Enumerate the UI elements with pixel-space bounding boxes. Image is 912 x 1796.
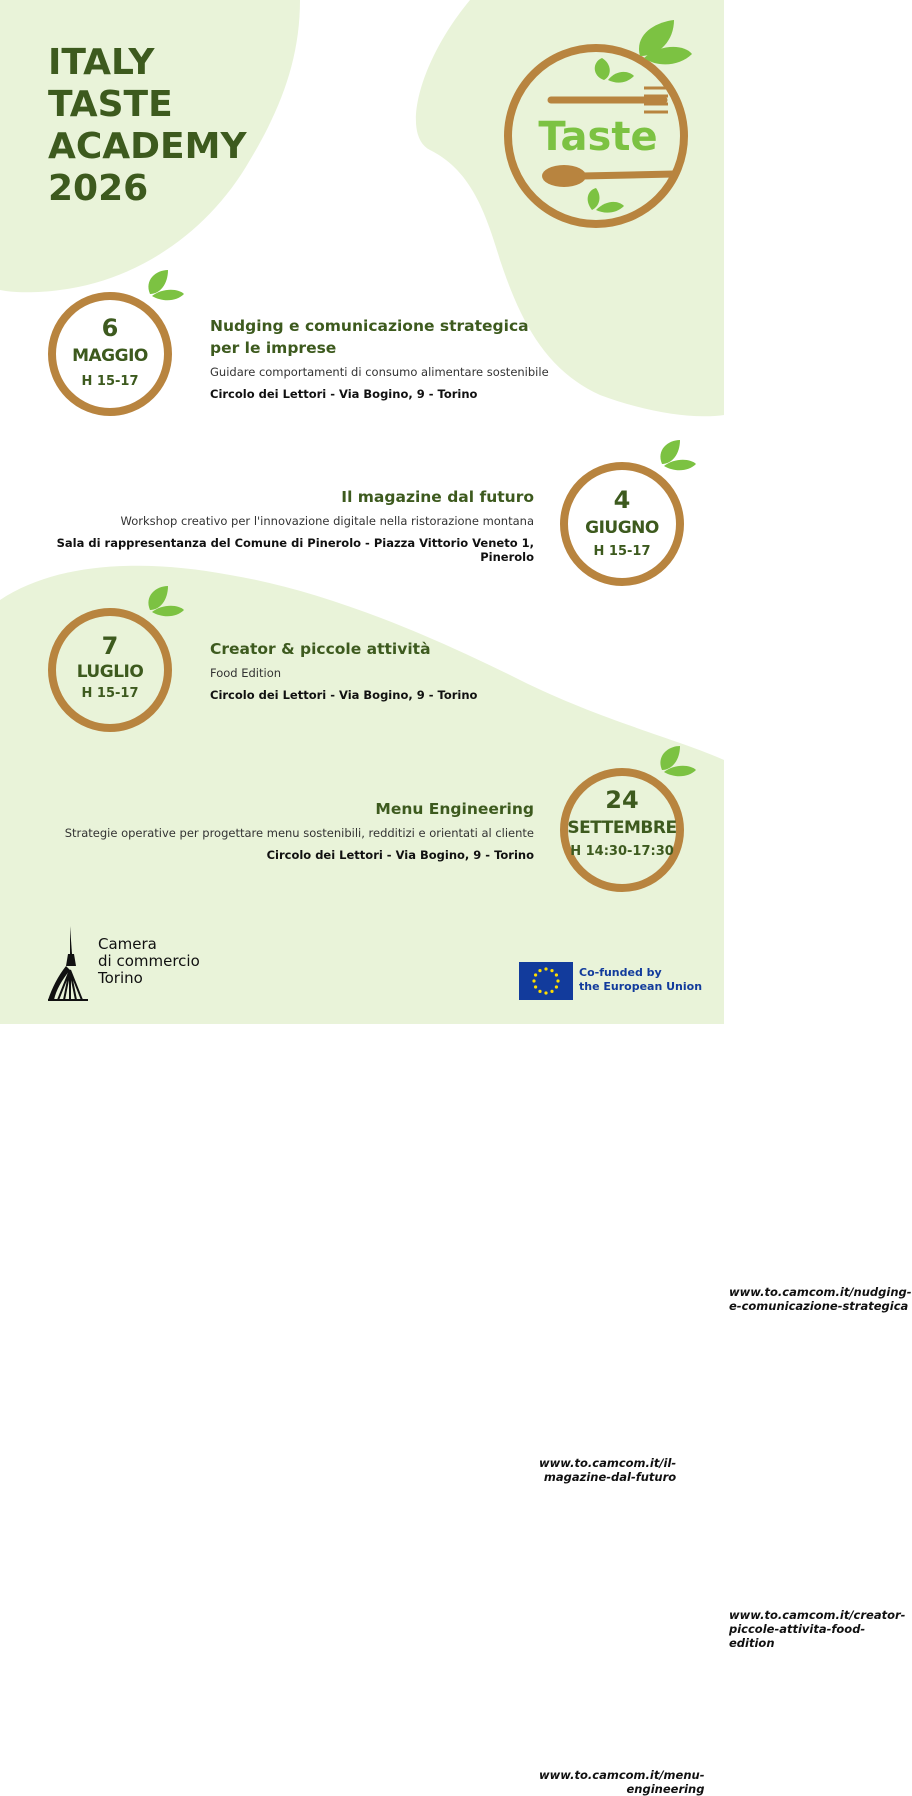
event-day: 6 xyxy=(101,314,119,342)
event-description: Strategie operative per progettare menu sostenibili, redditizi e orientati al cliente xyxy=(64,826,534,840)
date-badge xyxy=(546,740,698,892)
eu-line: the European Union xyxy=(579,980,703,993)
event-link[interactable]: www.to.camcom.it/nudging-e-comunicazione-strategica xyxy=(729,1285,912,1313)
event-hour: H 15-17 xyxy=(81,374,139,389)
event-location: Sala di rappresentanza del Comune di Pinerolo - Piazza Vittorio Veneto 1, Pinerolo xyxy=(56,536,534,564)
event-title-line: per le imprese xyxy=(210,339,337,357)
taste-logo xyxy=(496,14,706,232)
event-hour: H 14:30-17:30 xyxy=(570,844,674,859)
chamber-line: Camera xyxy=(98,935,157,953)
eu-cofunded-text xyxy=(579,966,719,994)
chamber-of-commerce-logo xyxy=(48,926,248,1002)
event-hour: H 15-17 xyxy=(81,686,139,701)
title-line: ITALY xyxy=(48,42,155,83)
event-day: 24 xyxy=(605,786,639,814)
event-day: 7 xyxy=(101,632,119,660)
date-badge xyxy=(546,434,698,586)
ring-icon xyxy=(546,740,698,892)
event-description: Workshop creativo per l'innovazione digitale nella ristorazione montana xyxy=(120,514,534,528)
mole-antonelliana-icon xyxy=(48,926,92,1002)
event-location: Circolo dei Lettori - Via Bogino, 9 - Torino xyxy=(210,387,478,401)
event-title-line: Il magazine dal futuro xyxy=(341,488,534,506)
event-title-line: Creator & piccole attività xyxy=(210,640,431,658)
chamber-line: di commercio xyxy=(98,952,200,970)
event-link[interactable]: www.to.camcom.it/creator-piccole-attivita-food-edition xyxy=(729,1608,906,1650)
event-location: Circolo dei Lettori - Via Bogino, 9 - Torino xyxy=(210,688,478,702)
event-title xyxy=(210,638,690,660)
date-badge xyxy=(40,270,192,422)
eu-line: Co-funded by xyxy=(579,966,662,979)
logo-text: Taste xyxy=(538,114,658,160)
event-title xyxy=(20,798,534,820)
event-month: SETTEMBRE xyxy=(567,818,677,838)
event-description: Food Edition xyxy=(210,666,282,680)
chamber-name xyxy=(98,936,200,987)
event-description: Guidare comportamenti di consumo alimentare sostenibile xyxy=(210,365,549,379)
event-month: LUGLIO xyxy=(76,662,144,682)
chamber-line: Torino xyxy=(98,969,143,987)
event-month: MAGGIO xyxy=(72,346,148,366)
event-title xyxy=(210,315,680,359)
title-line: TASTE xyxy=(48,84,173,125)
eu-flag-icon xyxy=(519,962,573,1000)
event-hour: H 15-17 xyxy=(593,544,651,559)
event-link[interactable]: www.to.camcom.it/menu-engineering xyxy=(539,1768,705,1796)
event-title xyxy=(20,486,534,508)
event-day: 4 xyxy=(613,486,631,514)
event-title-line: Nudging e comunicazione strategica xyxy=(210,317,529,335)
event-location: Circolo dei Lettori - Via Bogino, 9 - Torino xyxy=(266,848,534,862)
event-month: GIUGNO xyxy=(585,518,659,538)
page-title xyxy=(48,42,247,210)
title-line: 2026 xyxy=(48,168,149,209)
event-link[interactable]: www.to.camcom.it/il-magazine-dal-futuro xyxy=(539,1456,677,1484)
title-line: ACADEMY xyxy=(48,126,247,167)
date-badge xyxy=(40,580,192,732)
event-title-line: Menu Engineering xyxy=(375,800,534,818)
